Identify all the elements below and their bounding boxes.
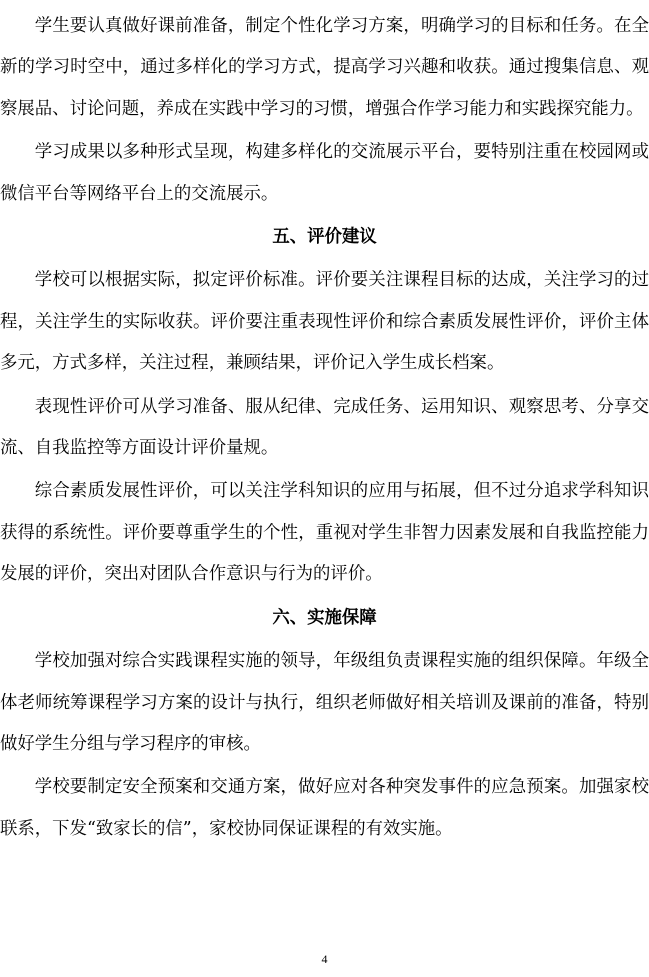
page-number: 4 <box>321 952 328 966</box>
section-heading-evaluation: 五、评价建议 <box>272 227 377 248</box>
paragraph-leadership: 学校加强对综合实践课程实施的领导，年级组负责课程实施的组织保障。年级全体老师统筹课程学习方案的设计与执行，组织老师做好相关培训及课前的准备，特别做好学生分组与学习程序的审核。 <box>0 651 649 754</box>
paragraph-preparation: 学生要认真做好课前准备，制定个性化学习方案，明确学习的目标和任务。在全新的学习时空中，通过多样化的学习方式，提高学习兴趣和收获。通过搜集信息、观察展品、讨论问题，养成在实践中学习的习惯，增强合作学习能力和实践探究能力。 <box>0 16 649 119</box>
paragraph-safety-plan: 学校要制定安全预案和交通方案，做好应对各种突发事件的应急预案。加强家校联系，下发“致家长的信”，家校协同保证课程的有效实施。 <box>0 777 649 839</box>
paragraph-comprehensive-evaluation: 综合素质发展性评价，可以关注学科知识的应用与拓展，但不过分追求学科知识获得的系统性。评价要尊重学生的个性，重视对学生非智力因素发展和自我监控能力发展的评价，突出对团队合作意识与行为的评价。 <box>0 481 649 585</box>
paragraph-learning-outcomes: 学习成果以多种形式呈现，构建多样化的交流展示平台，要特别注重在校园网或微信平台等网络平台上的交流展示。 <box>0 142 649 204</box>
section-heading-implementation: 六、实施保障 <box>272 607 377 628</box>
paragraph-evaluation-standards: 学校可以根据实际，拟定评价标准。评价要关注课程目标的达成，关注学习的过程，关注学生的实际收获。评价要注重表现性评价和综合素质发展性评价，评价主体多元，方式多样，关注过程，兼顾结果，评价记入学生成长档案。 <box>0 270 649 374</box>
paragraph-performance-evaluation: 表现性评价可从学习准备、服从纪律、完成任务、运用知识、观察思考、分享交流、自我监控等方面设计评价量规。 <box>0 396 649 459</box>
document-body <box>0 6 649 852</box>
